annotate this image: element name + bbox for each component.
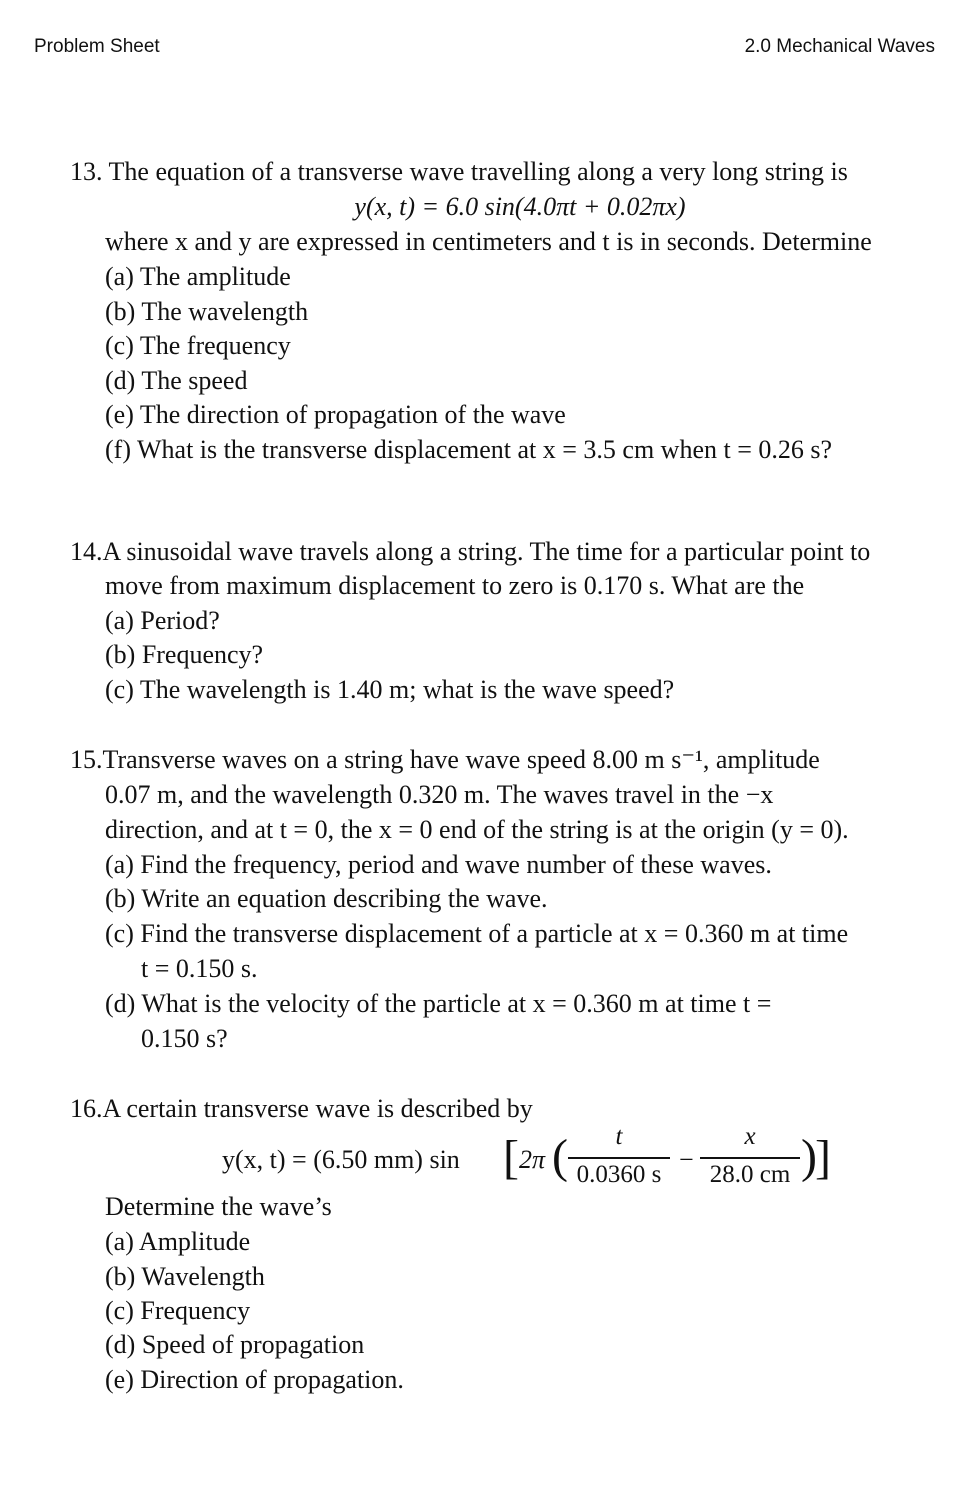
- question-15-part-c: (c) Find the transverse displacement of a particle at x = 0.360 m at time: [105, 919, 849, 948]
- question-16-part-b: (b) Wavelength: [105, 1262, 265, 1291]
- question-number: 15.: [70, 745, 103, 774]
- equation-two-pi: 2π: [519, 1145, 546, 1174]
- question-16-part-c: (c) Frequency: [105, 1296, 251, 1325]
- question-14-part-c: (c) The wavelength is 1.40 m; what is the wave speed?: [105, 675, 675, 704]
- equation-lhs: y(x, t) = (6.50 mm) sin: [222, 1145, 460, 1174]
- question-16-stem-line: [70, 1092, 533, 1127]
- question-stem: A certain transverse wave is described by: [102, 1094, 533, 1123]
- question-16-part-a: (a) Amplitude: [105, 1227, 251, 1256]
- question-16-part-e: (e) Direction of propagation.: [105, 1365, 404, 1394]
- fraction-2-bar: [700, 1157, 800, 1159]
- question-15-part-d: (d) What is the velocity of the particle at x = 0.360 m at time t =: [105, 989, 772, 1018]
- question-stem: The equation of a transverse wave travelling along a very long string is: [108, 157, 848, 186]
- question-stem: Transverse waves on a string have wave speed 8.00 m s⁻¹, amplitude: [102, 745, 820, 774]
- header-right-title: 2.0 Mechanical Waves: [744, 36, 935, 57]
- question-number: 14.: [70, 537, 103, 566]
- question-15-stem-line-3: direction, and at t = 0, the x = 0 end of the string is at the origin (y = 0).: [105, 815, 849, 844]
- left-paren: (: [552, 1130, 568, 1183]
- question-14-part-b: (b) Frequency?: [105, 640, 264, 669]
- fraction-2-numerator: x: [744, 1123, 756, 1150]
- question-14-stem-line-2: move from maximum displacement to zero is 0.170 s. What are the: [105, 571, 805, 600]
- header-left-title: Problem Sheet: [34, 36, 160, 57]
- question-13-equation: y(x, t) = 6.0 sin(4.0πt + 0.02πx): [354, 192, 686, 221]
- question-stem: A sinusoidal wave travels along a string. The time for a particular point to: [102, 537, 871, 566]
- question-14-part-a: (a) Period?: [105, 606, 220, 635]
- question-13-part-c: (c) The frequency: [105, 331, 291, 360]
- fraction-1-denominator: 0.0360 s: [576, 1161, 662, 1188]
- question-number: 13.: [70, 157, 103, 186]
- question-13-part-f: (f) What is the transverse displacement at x = 3.5 cm when t = 0.26 s?: [105, 435, 833, 464]
- right-square-bracket: ]: [815, 1131, 831, 1184]
- question-15-part-c-continued: t = 0.150 s.: [141, 954, 258, 983]
- question-13-where-line: where x and y are expressed in centimeters and t is in seconds. Determine: [105, 227, 872, 256]
- question-16-determine: Determine the wave’s: [105, 1192, 332, 1221]
- question-15-stem-line-1: [70, 743, 820, 778]
- question-15-part-a: (a) Find the frequency, period and wave number of these waves.: [105, 850, 772, 879]
- question-13-part-e: (e) The direction of propagation of the wave: [105, 400, 566, 429]
- right-paren: ): [801, 1130, 817, 1183]
- question-13-part-a: (a) The amplitude: [105, 262, 291, 291]
- fraction-2-denominator: 28.0 cm: [709, 1161, 791, 1188]
- left-square-bracket: [: [503, 1131, 519, 1184]
- question-13-stem-line: [70, 155, 848, 190]
- question-15-part-b: (b) Write an equation describing the wave.: [105, 884, 548, 913]
- fraction-1-bar: [568, 1157, 670, 1159]
- question-13-part-b: (b) The wavelength: [105, 297, 309, 326]
- question-13-part-d: (d) The speed: [105, 366, 248, 395]
- question-number: 16.: [70, 1094, 103, 1123]
- question-15-part-d-continued: 0.150 s?: [141, 1024, 228, 1053]
- question-15-stem-line-2: 0.07 m, and the wavelength 0.320 m. The waves travel in the −x: [105, 780, 774, 809]
- fraction-1-numerator: t: [615, 1123, 623, 1150]
- question-16-part-d: (d) Speed of propagation: [105, 1330, 365, 1359]
- question-14-stem-line-1: [70, 535, 870, 570]
- equation-minus: −: [679, 1145, 694, 1174]
